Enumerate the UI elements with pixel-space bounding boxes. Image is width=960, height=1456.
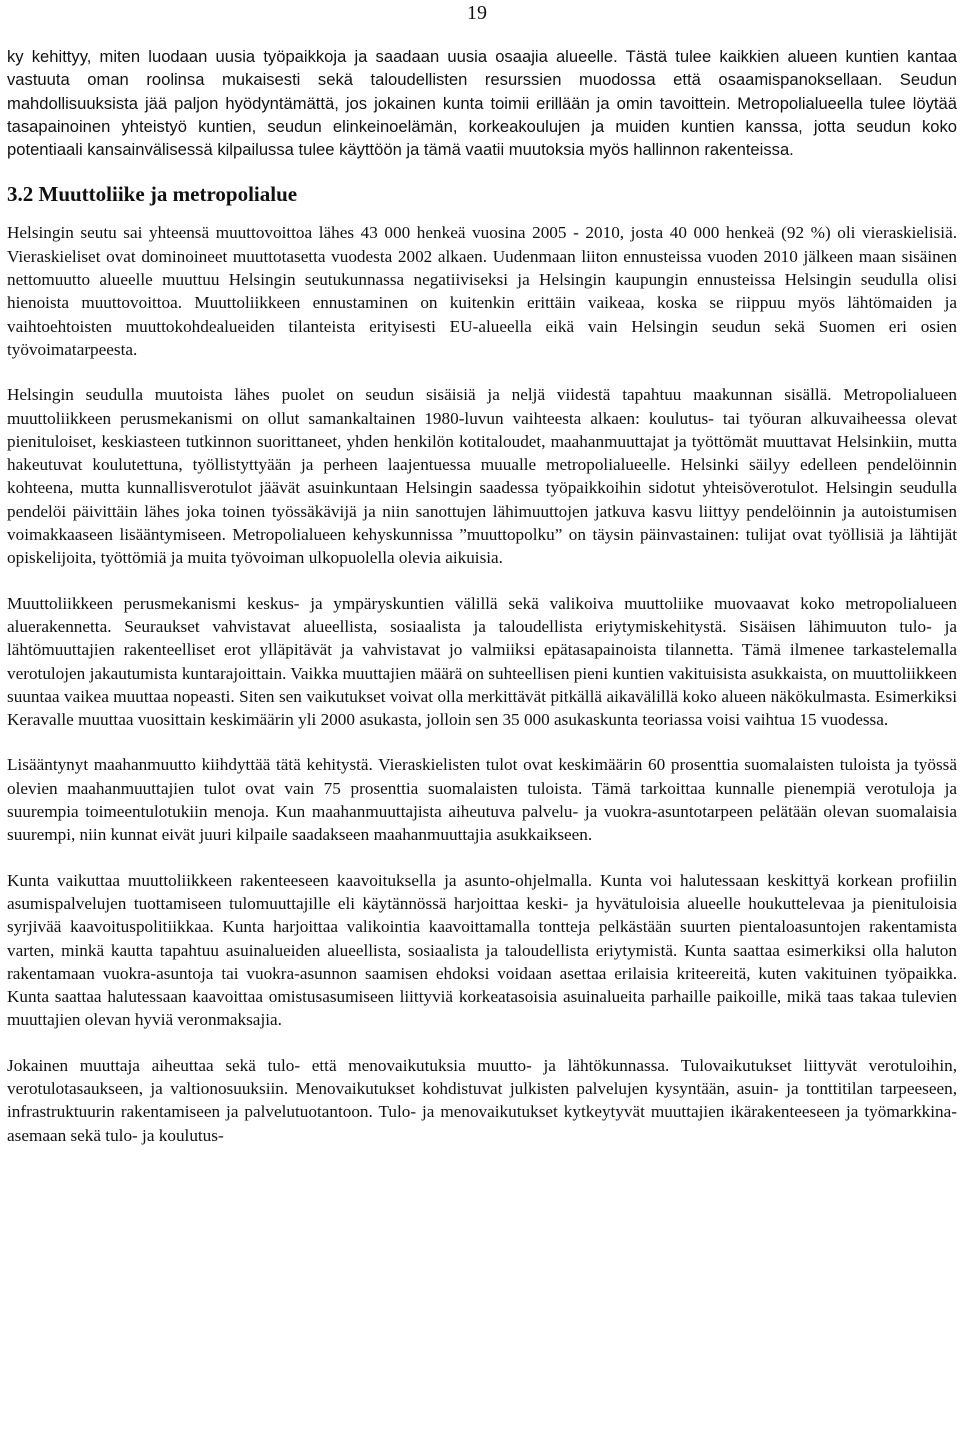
intro-text-part-2: Seudun mahdollisuuksista jää paljon hyödyntämättä, jos jokainen kunta toimii erillään ja omin tavoittein. (7, 70, 957, 113)
body-paragraph-5: Kunta vaikuttaa muuttoliikkeen rakenteeseen kaavoituksella ja asunto-ohjelmalla. Kunta voi halutessaan keskittyä korkean profiilin asumispalvelujen tuottamiseen tulomuuttajille eli käytännössä harjoittaa keski- ja hyvätuloisia alueelle houkuttelevaa ja pienituloisia syrjivää kaavoituspolitiikkaa. Kunta harjoittaa valikointia kaavoittamalla tontteja pelkästään suurten pientaloasuntojen rakentamista varten, minkä kautta tapahtuu asuinalueiden alueellista, sosiaalista ja taloudellista eriytymistä. Kunta saattaa esimerkiksi olla haluton rakentamaan vuokra-asuntoja tai vuokra-asunnon saamisen ehdoksi voidaan asettaa erilaisia kriteereitä, kuten vakituinen työpaikka. Kunta saattaa halutessaan kaavoittaa omistusasumiseen liittyviä korkeatasoisia asuinalueita parhaille paikoille, mikä taas takaa tulevien muuttajien olevan hyviä veronmaksajia. (7, 870, 957, 1030)
body-paragraph-6: Jokainen muuttaja aiheuttaa sekä tulo- että menovaikutuksia muutto- ja lähtökunnassa. Tulovaikutukset liittyvät verotuloihin, verotulotasaukseen, ja valtionosuuksiin. Menovaikutukset kohdistuvat julkisten palvelujen kysyntään, asuin- ja tonttitilan tarpeeseen, infrastruktuurin rakentamiseen ja palvelutuotantoon. Tulo- ja menovaikutukset kytkeytyvät muuttajien ikärakenteeseen ja työmarkkina-asemaan sekä tulo- ja koulutus- (7, 1055, 957, 1145)
body-paragraph-4: Lisääntynyt maahanmuutto kiihdyttää tätä kehitystä. Vieraskielisten tulot ovat keskimäärin 60 prosenttia suomalaisten tuloista ja työssä olevien maahanmuuttajien tulot ovat vain 75 prosenttia suomalaisten tuloista. Tämä tarkoittaa kunnalle pienempiä verotuloja ja suurempia toimeentulotukiin menoja. Kun maahanmuuttajista aiheutuva palvelu- ja vuokra-asuntotarpeen pelätään olevan suomalaisia suurempi, niin kunnat eivät juuri kilpaile saadakseen maahanmuuttajia asukkaikseen. (7, 755, 957, 845)
section-heading: 3.2 Muuttoliike ja metropolialue (7, 182, 298, 207)
page-number: 19 (467, 2, 487, 24)
intro-text-part-3: Metropolialueella tulee löytää tasapainoinen yhteistyö kuntien, seudun elinkeinoelämän, korkeakoulujen ja muiden kuntien kanssa, jotta seudun koko potentiaali kansainvälisessä kilpailussa tulee käyttöön ja tämä vaatii muutoksia myös hallinnon rakenteissa. (7, 93, 957, 160)
body-paragraph-1: Helsingin seutu sai yhteensä muuttovoittoa lähes 43 000 henkeä vuosina 2005 - 2010, josta 40 000 henkeä (92 %) oli vieraskielisiä. Vieraskieliset ovat dominoineet muuttotasetta vuodesta 2002 alkaen. Uudenmaan liiton ennusteissa vuoden 2010 jälkeen maan sisäinen nettomuutto alueelle muuttuu Helsingin seutukunnassa negatiiviseksi ja Helsingin kaupungin ennusteissa Helsingin seudulla olisi hienoista muuttovoittoa. Muuttoliikkeen ennustaminen on kuitenkin erittäin vaikeaa, koska se riippuu myös lähtömaiden ja vaihtoehtoisten muuttokohdealueiden tilanteista erityisesti EU-alueella eikä vain Helsingin seudun sekä Suomen eri osien työvoimatarpeesta. (7, 223, 957, 359)
body-paragraph-2: Helsingin seudulla muutoista lähes puolet on seudun sisäisiä ja neljä viidestä tapahtuu maakunnan sisällä. Metropolialueen muuttoliikkeen perusmekanismi on ollut samankaltainen 1980-luvun vaihteesta alkaen: koulutus- tai työuran alkuvaiheessa olevat pienituloiset, keskiasteen tutkinnon suorittaneet, yhden henkilön kotitaloudet, maahanmuuttajat ja työttömät muuttavat Helsinkiin, mutta hakeutuvat koulutettuna, työllistyttyään ja perheen laajentuessa muualle metropolialueelle. Helsinki säilyy edelleen pendelöinnin kohteena, mutta kunnallisverotulot jäävät asuinkuntaan Helsingin saadessa työpaikkoihin sidotut yhteisöverotulot. Helsingin seudulla pendelöi päivittäin lähes joka toinen työssäkävijä ja niin sanottujen lähimuuttojen jatkuva kasvu liittyy pendelöinnin ja autoistumisen voimakkaaseen lisääntymiseen. Metropolialueen kehyskunnissa ”muuttopolku” on täysin päinvastainen: tulijat ovat työllisiä ja lähtijät opiskelijoita, työttömiä ja muita työvoiman ulkopuolella olevia aikuisia. (7, 385, 957, 568)
body-paragraph-3: Muuttoliikkeen perusmekanismi keskus- ja ympäryskuntien välillä sekä valikoiva muuttoliike muovaavat koko metropolialueen aluerakennetta. Seuraukset vahvistavat alueellista, sosiaalista ja taloudellista eriytymiskehitystä. Sisäisen lähimuuton tulo- ja lähtömuuttajien rakenteelliset erot ylläpitävät ja vahvistavat jo valmiiksi epätasapainoista tilannetta. Tämä ilmenee tarkastelemalla verotulojen jakautumista kuntarajoittain. Vaikka muuttajien määrä on suhteellisen pieni kuntien vakituisista asukkaista, on muuttoliikkeen suuntaa vaikea muuttaa nopeasti. Siten sen vaikutukset voivat olla merkittävät pitkällä aikavälillä koko alueen näkökulmasta. Esimerkiksi Keravalle muuttaa vuosittain keskimäärin yli 2000 asukasta, jolloin sen 35 000 asukaskunta teoriassa voisi vaihtua 15 vuodessa. (7, 593, 957, 730)
intro-paragraph (7, 45, 957, 161)
page-content (7, 45, 957, 1147)
intro-text-part-1: ky kehittyy, miten luodaan uusia työpaikkoja ja saadaan uusia osaajia alueelle. Tästä tulee kaikkien alueen kuntien kantaa vastuuta oman roolinsa mukaisesti sekä taloudellisten resurssien muodossa että osaamispanoksellaan. (7, 47, 957, 90)
